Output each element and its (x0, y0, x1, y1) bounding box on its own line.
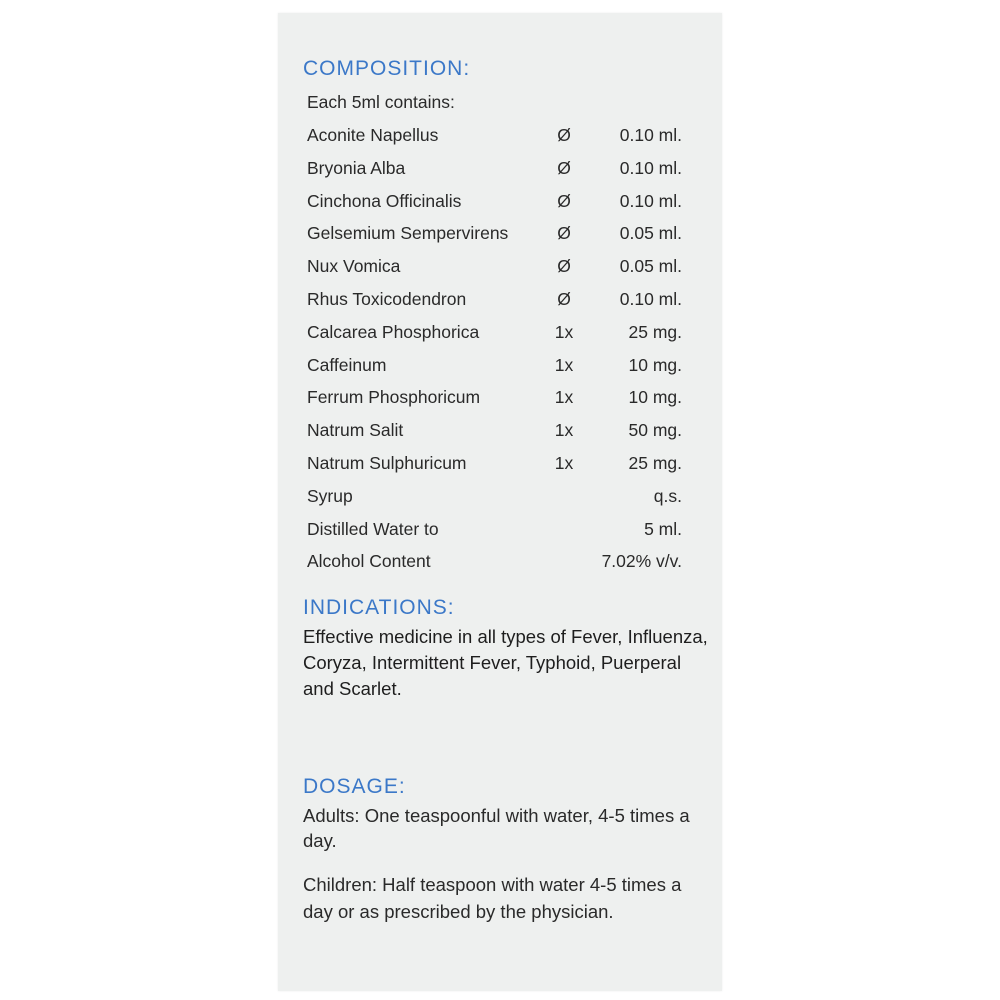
ingredient-name: Cinchona Officinalis (307, 190, 462, 211)
ingredient-quantity: 10 mg. (628, 387, 682, 408)
composition-row (307, 282, 697, 315)
ingredient-quantity: 0.10 ml. (619, 190, 682, 211)
ingredient-name: Caffeinum (307, 354, 387, 375)
indications-text: Effective medicine in all types of Fever, Influenza, Coryza, Intermittent Fever, Typhoid, Puerperal and Scarlet. (303, 626, 708, 699)
composition-row (307, 512, 697, 545)
ingredient-potency: Ø (557, 190, 571, 211)
ingredient-potency: 1x (554, 420, 574, 441)
ingredient-potency: Ø (557, 288, 571, 309)
ingredient-quantity: 7.02% v/v. (601, 551, 682, 572)
ingredient-quantity: 0.05 ml. (619, 256, 682, 277)
ingredient-potency: Ø (557, 157, 571, 178)
ingredient-name: Rhus Toxicodendron (307, 288, 467, 309)
composition-row (307, 446, 697, 479)
dosage-children-text: Children: Half teaspoon with water 4-5 times a day or as prescribed by the physician. (303, 874, 682, 922)
ingredient-name: Alcohol Content (307, 551, 431, 572)
ingredient-quantity: 10 mg. (628, 354, 682, 375)
ingredient-potency: 1x (554, 452, 574, 473)
ingredient-potency: 1x (554, 321, 574, 342)
ingredient-name: Calcarea Phosphorica (307, 321, 480, 342)
ingredient-quantity: 25 mg. (628, 321, 682, 342)
composition-row (307, 348, 697, 381)
ingredient-name: Aconite Napellus (307, 125, 439, 145)
composition-table (307, 118, 697, 577)
composition-row (307, 216, 697, 249)
composition-row (307, 380, 697, 413)
ingredient-quantity: 0.05 ml. (619, 223, 682, 244)
ingredient-quantity: 0.10 ml. (619, 288, 682, 309)
ingredient-name: Gelsemium Sempervirens (307, 223, 509, 244)
ingredient-name: Natrum Sulphuricum (307, 452, 467, 473)
composition-row (307, 479, 697, 512)
ingredient-potency: 1x (554, 387, 574, 408)
ingredient-quantity: 5 ml. (644, 518, 682, 539)
dosage-adults-text: Adults: One teaspoonful with water, 4-5 times a day. (303, 805, 690, 851)
ingredient-quantity: q.s. (653, 485, 682, 506)
composition-row (307, 184, 697, 217)
ingredient-name: Natrum Salit (307, 420, 404, 441)
composition-row (307, 315, 697, 348)
dosage-heading: DOSAGE: (303, 775, 406, 798)
ingredient-potency: Ø (557, 125, 571, 145)
ingredient-quantity: 50 mg. (628, 420, 682, 441)
ingredient-name: Bryonia Alba (307, 157, 406, 178)
ingredient-potency: Ø (557, 256, 571, 277)
composition-row (307, 118, 697, 151)
ingredient-name: Ferrum Phosphoricum (307, 387, 481, 408)
ingredient-name: Distilled Water to (307, 518, 439, 539)
ingredient-quantity: 0.10 ml. (619, 157, 682, 178)
ingredient-potency: Ø (557, 223, 571, 244)
ingredient-quantity: 0.10 ml. (619, 125, 682, 145)
ingredient-name: Syrup (307, 485, 353, 506)
ingredient-name: Nux Vomica (307, 256, 401, 277)
composition-row (307, 413, 697, 446)
ingredient-quantity: 25 mg. (628, 452, 682, 473)
composition-row (307, 151, 697, 184)
composition-intro: Each 5ml contains: (307, 92, 455, 112)
composition-heading: COMPOSITION: (303, 57, 471, 80)
composition-row (307, 544, 697, 577)
indications-heading: INDICATIONS: (303, 596, 455, 619)
ingredient-potency: 1x (554, 354, 574, 375)
composition-row (307, 249, 697, 282)
